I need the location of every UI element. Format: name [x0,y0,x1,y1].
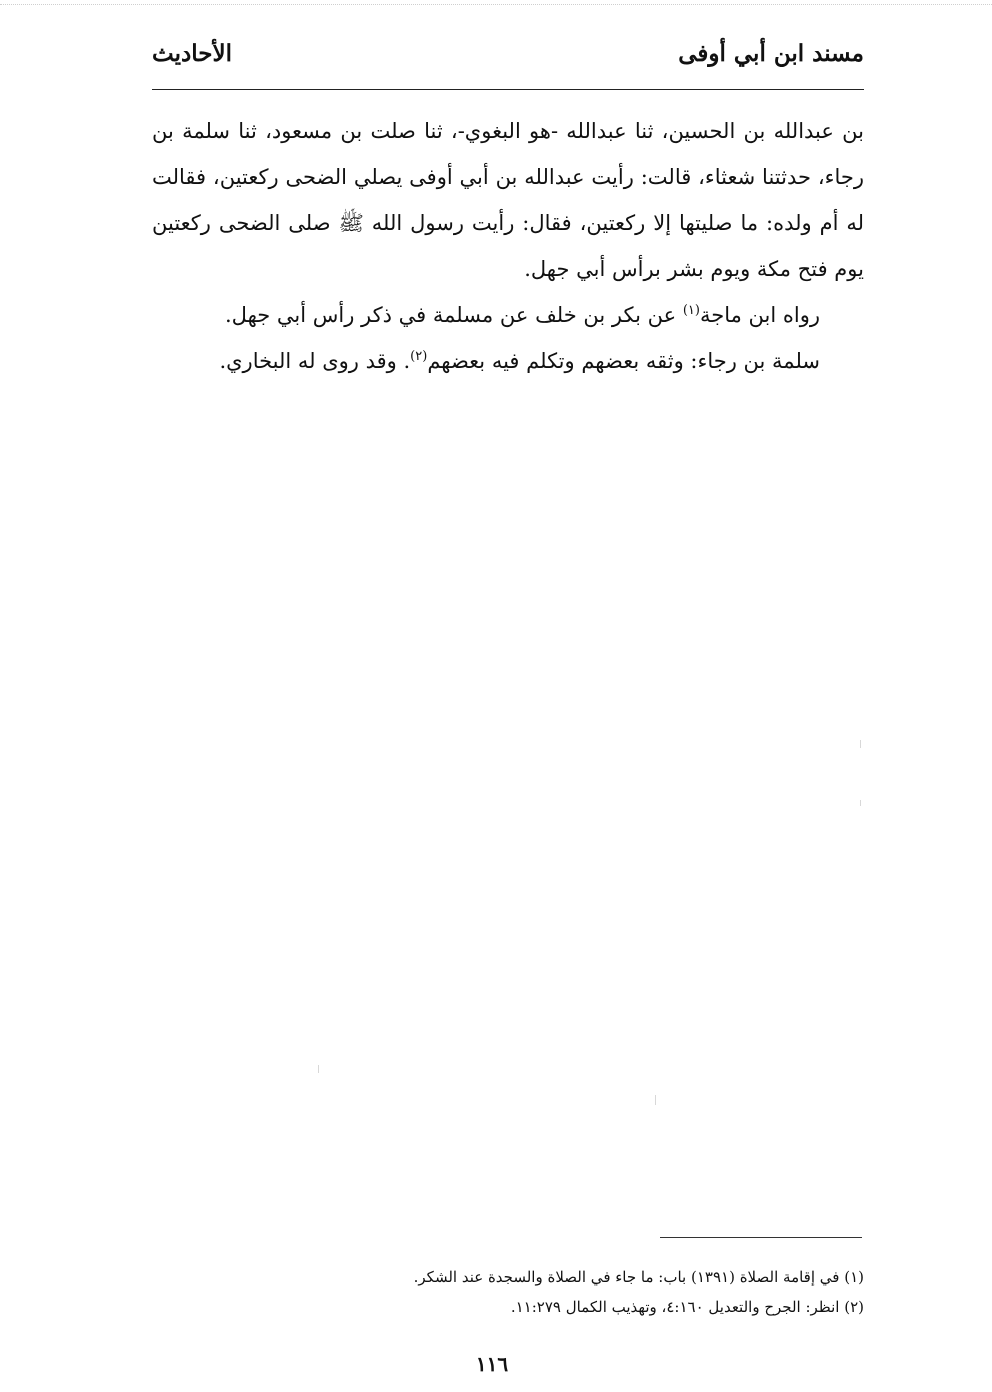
section-title: الأحاديث [152,40,232,67]
narrator-note-text-cont: . وقد روى له البخاري. [219,349,411,373]
scan-speck [860,740,861,748]
book-title: مسند ابن أبي أوفى [678,40,864,67]
footnote-ref-2[interactable]: (٢) [410,349,428,364]
main-text [152,108,864,384]
scan-speck [318,1065,319,1073]
narrator-note-text: سلمة بن رجاء: وثقه بعضهم وتكلم فيه بعضهم [427,349,820,373]
footnote-1: (١) في إقامة الصلاة (١٣٩١) باب: ما جاء في الصلاة والسجدة عند الشكر. [413,1268,864,1286]
running-header [152,40,864,80]
footnote-2: (٢) انظر: الجرح والتعديل ٤:١٦٠، وتهذيب الكمال ١١:٢٧٩. [510,1298,864,1316]
narration-text: رواه ابن ماجة [699,303,820,327]
narration-text-cont: عن بكر بن خلف عن مسلمة في ذكر رأس أبي جهل. [224,303,683,327]
scan-edge-line [0,4,992,5]
scan-speck [860,800,861,806]
footnotes [152,1262,864,1322]
footnote-ref-1[interactable]: (١) [682,303,700,318]
narration-paragraph [152,292,864,338]
narrator-note-paragraph [152,338,864,384]
hadith-paragraph: بن عبدالله بن الحسين، ثنا عبدالله -هو البغوي-، ثنا صلت بن مسعود، ثنا سلمة بن رجاء، حدثتنا شعثاء، قالت: رأيت عبدالله بن أبي أوفى يصلي الضحى ركعتين، فقالت له أم ولده: ما صليتها إلا ركعتين، فقال: رأيت رسول الله ﷺ صلى الضحى ركعتين يوم فتح مكة ويوم بشر برأس أبي جهل. [152,119,864,281]
scan-speck [655,1095,656,1105]
header-rule [152,89,864,90]
footnote-rule [660,1237,862,1238]
page-number: ١١٦ [475,1352,509,1376]
